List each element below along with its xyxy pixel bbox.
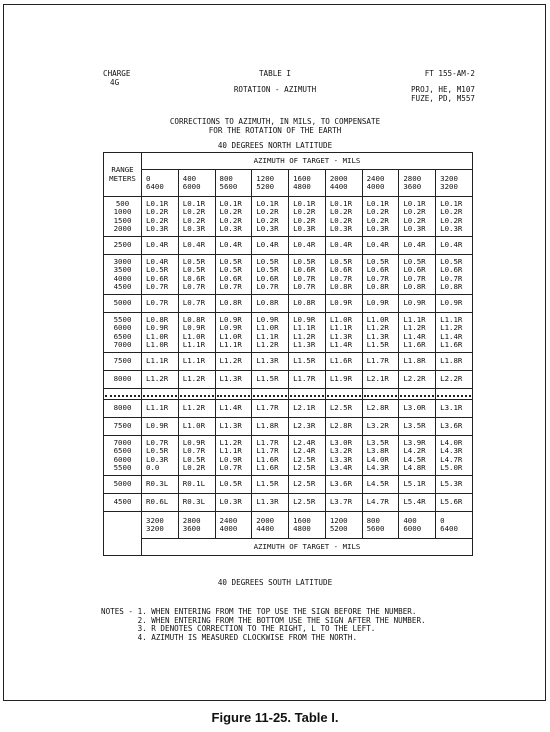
range-header-blank: RANGE METERS bbox=[104, 153, 142, 197]
north-cell: L0.9R bbox=[436, 295, 473, 313]
north-cell: L0.5R L0.5R L0.6R L0.7R bbox=[252, 255, 289, 295]
south-cell: L0.9R bbox=[142, 418, 179, 436]
dotted-divider-line bbox=[180, 395, 214, 397]
south-cell: L0.3R bbox=[215, 494, 252, 512]
correction-heading-line1: CORRECTIONS TO AZIMUTH, IN MILS, TO COMPENSATE bbox=[169, 117, 381, 126]
dotted-divider-cell bbox=[104, 389, 142, 400]
note-4: 4. AZIMUTH IS MEASURED CLOCKWISE FROM THE NORTH. bbox=[101, 632, 358, 642]
north-cell: L0.9R bbox=[325, 295, 362, 313]
charge-value: 4G bbox=[110, 78, 120, 87]
north-cell: L0.1R L0.2R L0.2R L0.3R bbox=[215, 197, 252, 237]
south-range-0: 8000 bbox=[104, 400, 142, 418]
bottom-azimuth-title: AZIMUTH OF TARGET - MILS bbox=[142, 539, 473, 556]
south-cell: L2.1R bbox=[289, 400, 326, 418]
north-cell: L1.2R bbox=[178, 371, 215, 389]
north-cell: L1.5R bbox=[289, 353, 326, 371]
north-range-1: 2500 bbox=[104, 237, 142, 255]
top-azimuth-column-2: 800 5600 bbox=[215, 170, 252, 197]
dotted-divider-line bbox=[105, 395, 140, 397]
north-cell: L1.9R bbox=[325, 371, 362, 389]
table-row bbox=[104, 400, 473, 418]
south-cell: L3.5R bbox=[399, 418, 436, 436]
table-row bbox=[104, 371, 473, 389]
north-cell: L1.1R L1.2R L1.4R L1.6R bbox=[399, 313, 436, 353]
north-cell: L0.1R L0.2R L0.2R L0.3R bbox=[362, 197, 399, 237]
south-cell: L3.6R bbox=[325, 476, 362, 494]
north-range-6: 8000 bbox=[104, 371, 142, 389]
north-cell: L0.4R bbox=[142, 237, 179, 255]
dotted-divider-line bbox=[400, 395, 434, 397]
north-cell: L0.4R bbox=[399, 237, 436, 255]
north-cell: L0.9R bbox=[362, 295, 399, 313]
south-cell: R0.1L bbox=[178, 476, 215, 494]
top-azimuth-column-7: 2800 3600 bbox=[399, 170, 436, 197]
bottom-azimuth-column-1: 2800 3600 bbox=[178, 512, 215, 539]
top-azimuth-column-4: 1600 4800 bbox=[289, 170, 326, 197]
projectile-label: PROJ, HE, M107 bbox=[410, 85, 475, 94]
table-title: TABLE I bbox=[258, 69, 291, 78]
north-cell: L2.1R bbox=[362, 371, 399, 389]
dotted-divider-cell bbox=[325, 389, 362, 400]
south-section bbox=[104, 400, 473, 556]
north-cell: L0.7R bbox=[178, 295, 215, 313]
note-1: NOTES - 1. WHEN ENTERING FROM THE TOP USE THE SIGN BEFORE THE NUMBER. bbox=[101, 607, 417, 616]
table-row bbox=[104, 313, 473, 353]
north-cell: L1.5R bbox=[252, 371, 289, 389]
north-cell: L0.8R L0.9R L1.0R L1.1R bbox=[178, 313, 215, 353]
north-cell: L0.5R L0.6R L0.7R L0.8R bbox=[399, 255, 436, 295]
north-cell: L0.4R bbox=[289, 237, 326, 255]
north-section bbox=[104, 153, 473, 389]
top-azimuth-column-5: 2000 4400 bbox=[325, 170, 362, 197]
south-cell: L1.3R bbox=[252, 494, 289, 512]
south-cell: L2.5R bbox=[325, 400, 362, 418]
dotted-divider-cell bbox=[178, 389, 215, 400]
bottom-azimuth-column-3: 2000 4400 bbox=[252, 512, 289, 539]
top-azimuth-title: AZIMUTH OF TARGET - MILS bbox=[142, 153, 473, 170]
bottom-azimuth-column-0: 3200 3200 bbox=[142, 512, 179, 539]
north-cell: L0.4R bbox=[325, 237, 362, 255]
south-cell: L2.3R bbox=[289, 418, 326, 436]
correction-heading-line2: FOR THE ROTATION OF THE EARTH bbox=[208, 126, 342, 135]
north-cell: L0.1R L0.2R L0.2R L0.3R bbox=[252, 197, 289, 237]
south-cell: L3.1R bbox=[436, 400, 473, 418]
north-cell: L0.9R L1.0R L1.1R L1.2R bbox=[252, 313, 289, 353]
north-cell: L0.5R L0.5R L0.6R L0.7R bbox=[178, 255, 215, 295]
north-range-4: 5500 6000 6500 7000 bbox=[104, 313, 142, 353]
north-cell: L0.8R bbox=[289, 295, 326, 313]
south-range-3: 5000 bbox=[104, 476, 142, 494]
north-cell: L0.4R bbox=[362, 237, 399, 255]
dotted-divider-line bbox=[143, 395, 177, 397]
south-cell: L3.5R L3.8R L4.0R L4.3R bbox=[362, 436, 399, 476]
south-cell: L4.7R bbox=[362, 494, 399, 512]
south-cell: L0.9R L0.7R L0.5R L0.2R bbox=[178, 436, 215, 476]
dotted-divider-line bbox=[253, 395, 287, 397]
south-latitude-label: 40 DEGREES SOUTH LATITUDE bbox=[217, 578, 333, 587]
range-footer-blank bbox=[104, 512, 142, 556]
north-cell: L1.2R bbox=[215, 353, 252, 371]
north-cell: L0.4R bbox=[436, 237, 473, 255]
north-cell: L1.0R L1.1R L1.3R L1.4R bbox=[325, 313, 362, 353]
north-cell: L1.1R bbox=[178, 353, 215, 371]
dotted-divider-cell bbox=[399, 389, 436, 400]
charge-label: CHARGE bbox=[103, 69, 131, 78]
north-cell: L0.5R L0.6R L0.7R L0.8R bbox=[436, 255, 473, 295]
table-row bbox=[104, 237, 473, 255]
north-cell: L1.3R bbox=[252, 353, 289, 371]
south-cell: L1.0R bbox=[178, 418, 215, 436]
north-cell: L0.1R L0.2R L0.2R L0.3R bbox=[436, 197, 473, 237]
dotted-divider-cell bbox=[215, 389, 252, 400]
bottom-azimuth-column-4: 1600 4800 bbox=[289, 512, 326, 539]
south-cell: L5.4R bbox=[399, 494, 436, 512]
north-cell: L0.1R L0.2R L0.2R L0.3R bbox=[178, 197, 215, 237]
north-cell: L1.1R bbox=[142, 353, 179, 371]
north-cell: L0.8R bbox=[252, 295, 289, 313]
table-row bbox=[104, 255, 473, 295]
dotted-divider-line bbox=[437, 395, 471, 397]
bottom-azimuth-column-5: 1200 5200 bbox=[325, 512, 362, 539]
bottom-azimuth-column-6: 800 5600 bbox=[362, 512, 399, 539]
section-divider bbox=[104, 389, 473, 400]
top-azimuth-column-6: 2400 4000 bbox=[362, 170, 399, 197]
dotted-divider-cell bbox=[436, 389, 473, 400]
south-range-4: 4500 bbox=[104, 494, 142, 512]
dotted-divider-cell bbox=[142, 389, 179, 400]
table-row bbox=[104, 418, 473, 436]
table-row bbox=[104, 295, 473, 313]
north-cell: L0.5R L0.6R L0.7R L0.7R bbox=[289, 255, 326, 295]
north-cell: L0.4R bbox=[178, 237, 215, 255]
south-cell: L1.1R bbox=[142, 400, 179, 418]
north-cell: L0.1R L0.2R L0.2R L0.3R bbox=[289, 197, 326, 237]
north-cell: L1.7R bbox=[289, 371, 326, 389]
south-cell: R0.6L bbox=[142, 494, 179, 512]
north-cell: L1.8R bbox=[436, 353, 473, 371]
table-row bbox=[104, 494, 473, 512]
dotted-divider-line bbox=[364, 395, 398, 397]
north-cell: L0.9R bbox=[399, 295, 436, 313]
south-cell: L0.7R L0.5R L0.3R 0.0 bbox=[142, 436, 179, 476]
north-cell: L0.4R bbox=[215, 237, 252, 255]
south-cell: L3.0R bbox=[399, 400, 436, 418]
south-cell: L0.5R bbox=[215, 476, 252, 494]
north-cell: L1.8R bbox=[399, 353, 436, 371]
north-cell: L1.6R bbox=[325, 353, 362, 371]
north-cell: L0.5R L0.6R L0.7R L0.8R bbox=[362, 255, 399, 295]
south-cell: L1.7R bbox=[252, 400, 289, 418]
top-azimuth-column-0: 0 6400 bbox=[142, 170, 179, 197]
south-range-1: 7500 bbox=[104, 418, 142, 436]
dotted-divider-line bbox=[290, 395, 324, 397]
table-subtitle: ROTATION - AZIMUTH bbox=[233, 85, 317, 94]
south-cell: R0.3L bbox=[142, 476, 179, 494]
south-cell: L1.5R bbox=[252, 476, 289, 494]
south-cell: L5.3R bbox=[436, 476, 473, 494]
note-2: 2. WHEN ENTERING FROM THE BOTTOM USE THE SIGN AFTER THE NUMBER. bbox=[101, 615, 426, 625]
south-cell: L3.7R bbox=[325, 494, 362, 512]
south-cell: L4.0R L4.3R L4.7R L5.0R bbox=[436, 436, 473, 476]
south-cell: L1.8R bbox=[252, 418, 289, 436]
north-cell: L0.8R bbox=[215, 295, 252, 313]
south-cell: L4.5R bbox=[362, 476, 399, 494]
north-latitude-label: 40 DEGREES NORTH LATITUDE bbox=[217, 141, 333, 150]
south-cell: L2.5R bbox=[289, 476, 326, 494]
north-cell: L1.2R bbox=[142, 371, 179, 389]
dotted-divider-cell bbox=[289, 389, 326, 400]
south-cell: L1.2R bbox=[178, 400, 215, 418]
bottom-azimuth-column-7: 400 6000 bbox=[399, 512, 436, 539]
firing-table-id: FT 155-AM-2 bbox=[424, 69, 475, 78]
dotted-divider-cell bbox=[252, 389, 289, 400]
south-cell: L3.2R bbox=[362, 418, 399, 436]
south-cell: L2.8R bbox=[362, 400, 399, 418]
south-cell: L1.4R bbox=[215, 400, 252, 418]
north-cell: L0.7R bbox=[142, 295, 179, 313]
south-range-2: 7000 6500 6000 5500 bbox=[104, 436, 142, 476]
north-cell: L0.9R L1.1R L1.2R L1.3R bbox=[289, 313, 326, 353]
table-row bbox=[104, 197, 473, 237]
rotation-azimuth-table bbox=[103, 152, 473, 556]
dotted-divider-line bbox=[217, 395, 251, 397]
north-cell: L0.1R L0.2R L0.2R L0.3R bbox=[142, 197, 179, 237]
figure-caption: Figure 11-25. Table I. bbox=[211, 710, 339, 725]
dotted-divider-line bbox=[327, 395, 361, 397]
south-cell: L1.2R L1.1R L0.9R L0.7R bbox=[215, 436, 252, 476]
north-cell: L0.4R L0.5R L0.6R L0.7R bbox=[142, 255, 179, 295]
top-azimuth-column-1: 400 6000 bbox=[178, 170, 215, 197]
south-cell: L3.0R L3.2R L3.3R L3.4R bbox=[325, 436, 362, 476]
north-cell: L1.7R bbox=[362, 353, 399, 371]
table-row bbox=[104, 476, 473, 494]
north-cell: L0.9R L0.9R L1.0R L1.1R bbox=[215, 313, 252, 353]
note-3: 3. R DENOTES CORRECTION TO THE RIGHT, L TO THE LEFT. bbox=[101, 624, 376, 634]
north-range-5: 7500 bbox=[104, 353, 142, 371]
top-azimuth-column-3: 1200 5200 bbox=[252, 170, 289, 197]
north-cell: L1.1R L1.2R L1.4R L1.6R bbox=[436, 313, 473, 353]
north-cell: L0.8R L0.9R L1.0R L1.0R bbox=[142, 313, 179, 353]
north-cell: L0.4R bbox=[252, 237, 289, 255]
north-range-3: 5000 bbox=[104, 295, 142, 313]
south-cell: L1.3R bbox=[215, 418, 252, 436]
bottom-azimuth-column-8: 0 6400 bbox=[436, 512, 473, 539]
south-cell: L5.1R bbox=[399, 476, 436, 494]
notes-block bbox=[101, 608, 426, 642]
north-cell: L0.5R L0.6R L0.7R L0.8R bbox=[325, 255, 362, 295]
north-cell: L2.2R bbox=[399, 371, 436, 389]
bottom-azimuth-column-2: 2400 4000 bbox=[215, 512, 252, 539]
south-cell: L2.4R L2.4R L2.5R L2.5R bbox=[289, 436, 326, 476]
south-cell: L3.9R L4.2R L4.5R L4.8R bbox=[399, 436, 436, 476]
north-cell: L0.1R L0.2R L0.2R L0.3R bbox=[399, 197, 436, 237]
north-cell: L0.5R L0.5R L0.6R L0.7R bbox=[215, 255, 252, 295]
north-range-0: 500 1000 1500 2000 bbox=[104, 197, 142, 237]
south-cell: L2.8R bbox=[325, 418, 362, 436]
table-row bbox=[104, 436, 473, 476]
fuze-label: FUZE, PD, M557 bbox=[410, 94, 475, 103]
dotted-divider-cell bbox=[362, 389, 399, 400]
north-cell: L1.0R L1.2R L1.3R L1.5R bbox=[362, 313, 399, 353]
south-cell: L1.7R L1.7R L1.6R L1.6R bbox=[252, 436, 289, 476]
north-cell: L2.2R bbox=[436, 371, 473, 389]
north-cell: L0.1R L0.2R L0.2R L0.3R bbox=[325, 197, 362, 237]
south-cell: R0.3L bbox=[178, 494, 215, 512]
north-range-2: 3000 3500 4000 4500 bbox=[104, 255, 142, 295]
table-row bbox=[104, 353, 473, 371]
south-cell: L2.5R bbox=[289, 494, 326, 512]
south-cell: L5.6R bbox=[436, 494, 473, 512]
top-azimuth-column-8: 3200 3200 bbox=[436, 170, 473, 197]
south-cell: L3.6R bbox=[436, 418, 473, 436]
north-cell: L1.3R bbox=[215, 371, 252, 389]
